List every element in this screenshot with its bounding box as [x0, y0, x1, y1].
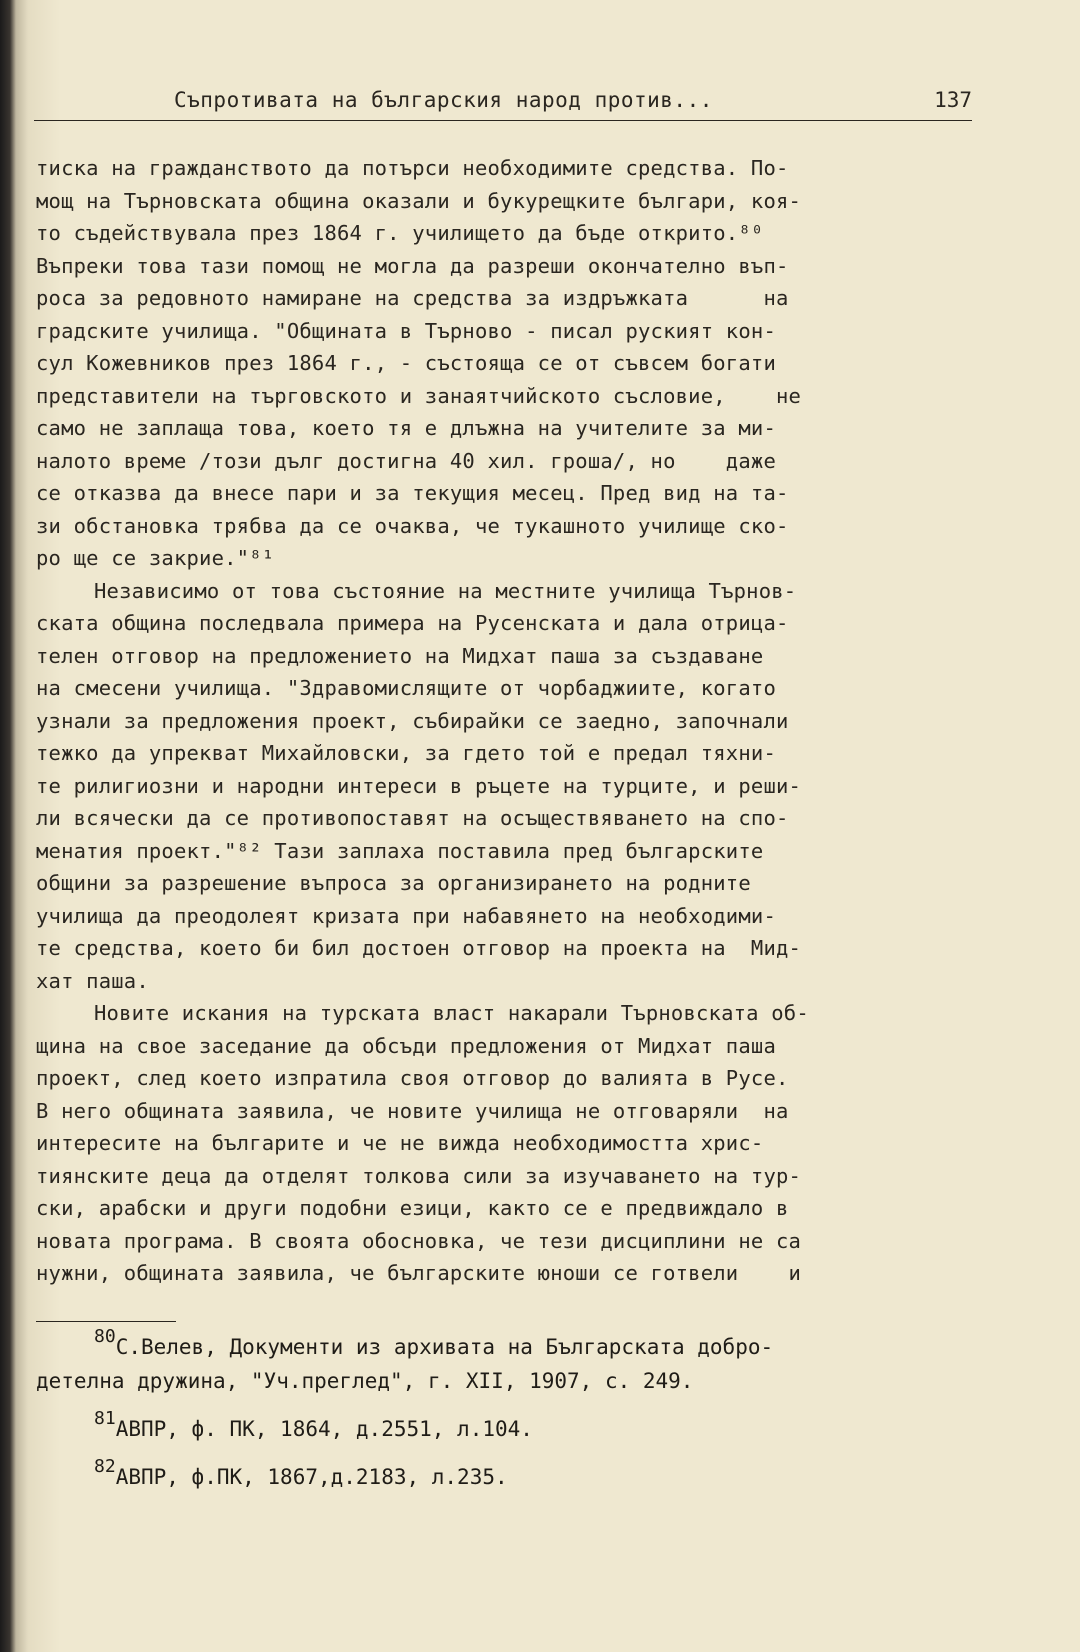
text-line: се отказва да внесе пари и за текущия месец. Пред вид на та- [36, 481, 789, 505]
footnote-number: 81 [94, 1408, 116, 1429]
footnote-number: 80 [94, 1326, 116, 1347]
text-line: ли всячески да се противопоставят на осъществяването на спо- [36, 806, 789, 830]
text-line: училища да преодолеят кризата при набавянето на необходими- [36, 903, 776, 928]
text-line: тежко да упрекват Михайловски, за гдето той е предал тяхни- [36, 741, 776, 765]
footnote-text: С.Велев, Документи из архивата на Българската добро- [115, 1335, 774, 1359]
text-line: новата програма. В своята обосновка, че тези дисциплини не са [36, 1228, 802, 1253]
text-line: те средства, което би бил достоен отговор на проекта на Мид- [36, 936, 802, 960]
text-line: ски, арабски и други подобни езици, както се е предвиждало в [36, 1196, 789, 1220]
page-header [34, 86, 972, 121]
text-line: проект, след което изпратила своя отговор до валията в Русе. [36, 1066, 789, 1090]
footnote-line [36, 1408, 976, 1446]
text-line: щина на свое заседание да обсъди предложения от Мидхат паша [36, 1033, 776, 1058]
text-line: Новите искания на турската власт накарали Търновската об- [94, 1001, 809, 1025]
footnote-line [36, 1456, 976, 1494]
footnote-text: детелна дружина, "Уч.преглед", г. XII, 1907, с. 249. [36, 1369, 694, 1393]
text-line: тиска на гражданството да потърси необходимите средства. По- [36, 156, 789, 180]
text-line: интересите на българите и че не вижда необходимостта хрис- [36, 1131, 764, 1155]
page-number: 137 [934, 88, 972, 112]
text-line: тиянските деца да отделят толкова сили за изучаването на тур- [36, 1163, 802, 1188]
text-line: зи обстановка трябва да се очаква, че тукашното училище ско- [36, 513, 789, 538]
text-line: ската община последвала примера на Русенската и дала отрица- [36, 611, 789, 635]
text-line: на смесени училища. "Здравомислящите от чорбаджиите, когато [36, 676, 776, 700]
text-line: хат паша. [36, 968, 149, 993]
text-line: то съдействувала през 1864 г. училището да бъде открито.⁸⁰ [36, 221, 764, 245]
text-line: налото време /този дълг достигна 40 хил. гроша/, но даже [36, 448, 776, 473]
text-line: мощ на Търновската община оказали и букурещките българи, коя- [36, 188, 802, 213]
text-line: нужни, общината заявила, че българските юноши се готвели и [36, 1261, 802, 1285]
text-line: те рилигиозни и народни интереси в ръцете на турците, и реши- [36, 773, 802, 798]
footnote-text: АВПР, ф.ПК, 1867,д.2183, л.235. [115, 1465, 508, 1489]
footnote-rule [36, 1321, 176, 1322]
text-line: ро ще се закрие."⁸¹ [36, 546, 275, 570]
body-text [36, 152, 976, 1290]
text-line: общини за разрешение въпроса за организирането на родните [36, 871, 751, 895]
text-line: роса за редовното намиране на средства за издръжката на [36, 286, 789, 310]
text-line: менатия проект."⁸² Тази заплаха поставила пред българските [36, 838, 764, 863]
text-line: градските училища. "Общината в Търново - писал руският кон- [36, 318, 776, 343]
text-line: Независимо от това състояние на местните училища Търнов- [94, 578, 797, 603]
text-line: сул Кожевников през 1864 г., - състояща се от съвсем богати [36, 351, 776, 375]
running-head: Съпротивата на българския народ против... [174, 88, 713, 112]
text-line: Въпреки това тази помощ не могла да разреши окончателно въп- [36, 253, 789, 278]
footnotes [36, 1326, 976, 1494]
text-line: телен отговор на предложението на Мидхат паша за създаване [36, 643, 764, 668]
footnote-number: 82 [94, 1456, 116, 1477]
text-line: узнали за предложения проект, събирайки се заедно, започнали [36, 708, 789, 733]
footnote-line [36, 1364, 976, 1398]
footnote-text: АВПР, ф. ПК, 1864, д.2551, л.104. [115, 1417, 533, 1441]
text-line: само не заплаща това, което тя е длъжна на учителите за ми- [36, 416, 776, 440]
text-line: В него общината заявила, че новите училища не отговаряли на [36, 1098, 789, 1123]
text-line: представители на търговското и занаятчийското съсловие, не [36, 383, 802, 408]
footnote-line [36, 1326, 976, 1364]
